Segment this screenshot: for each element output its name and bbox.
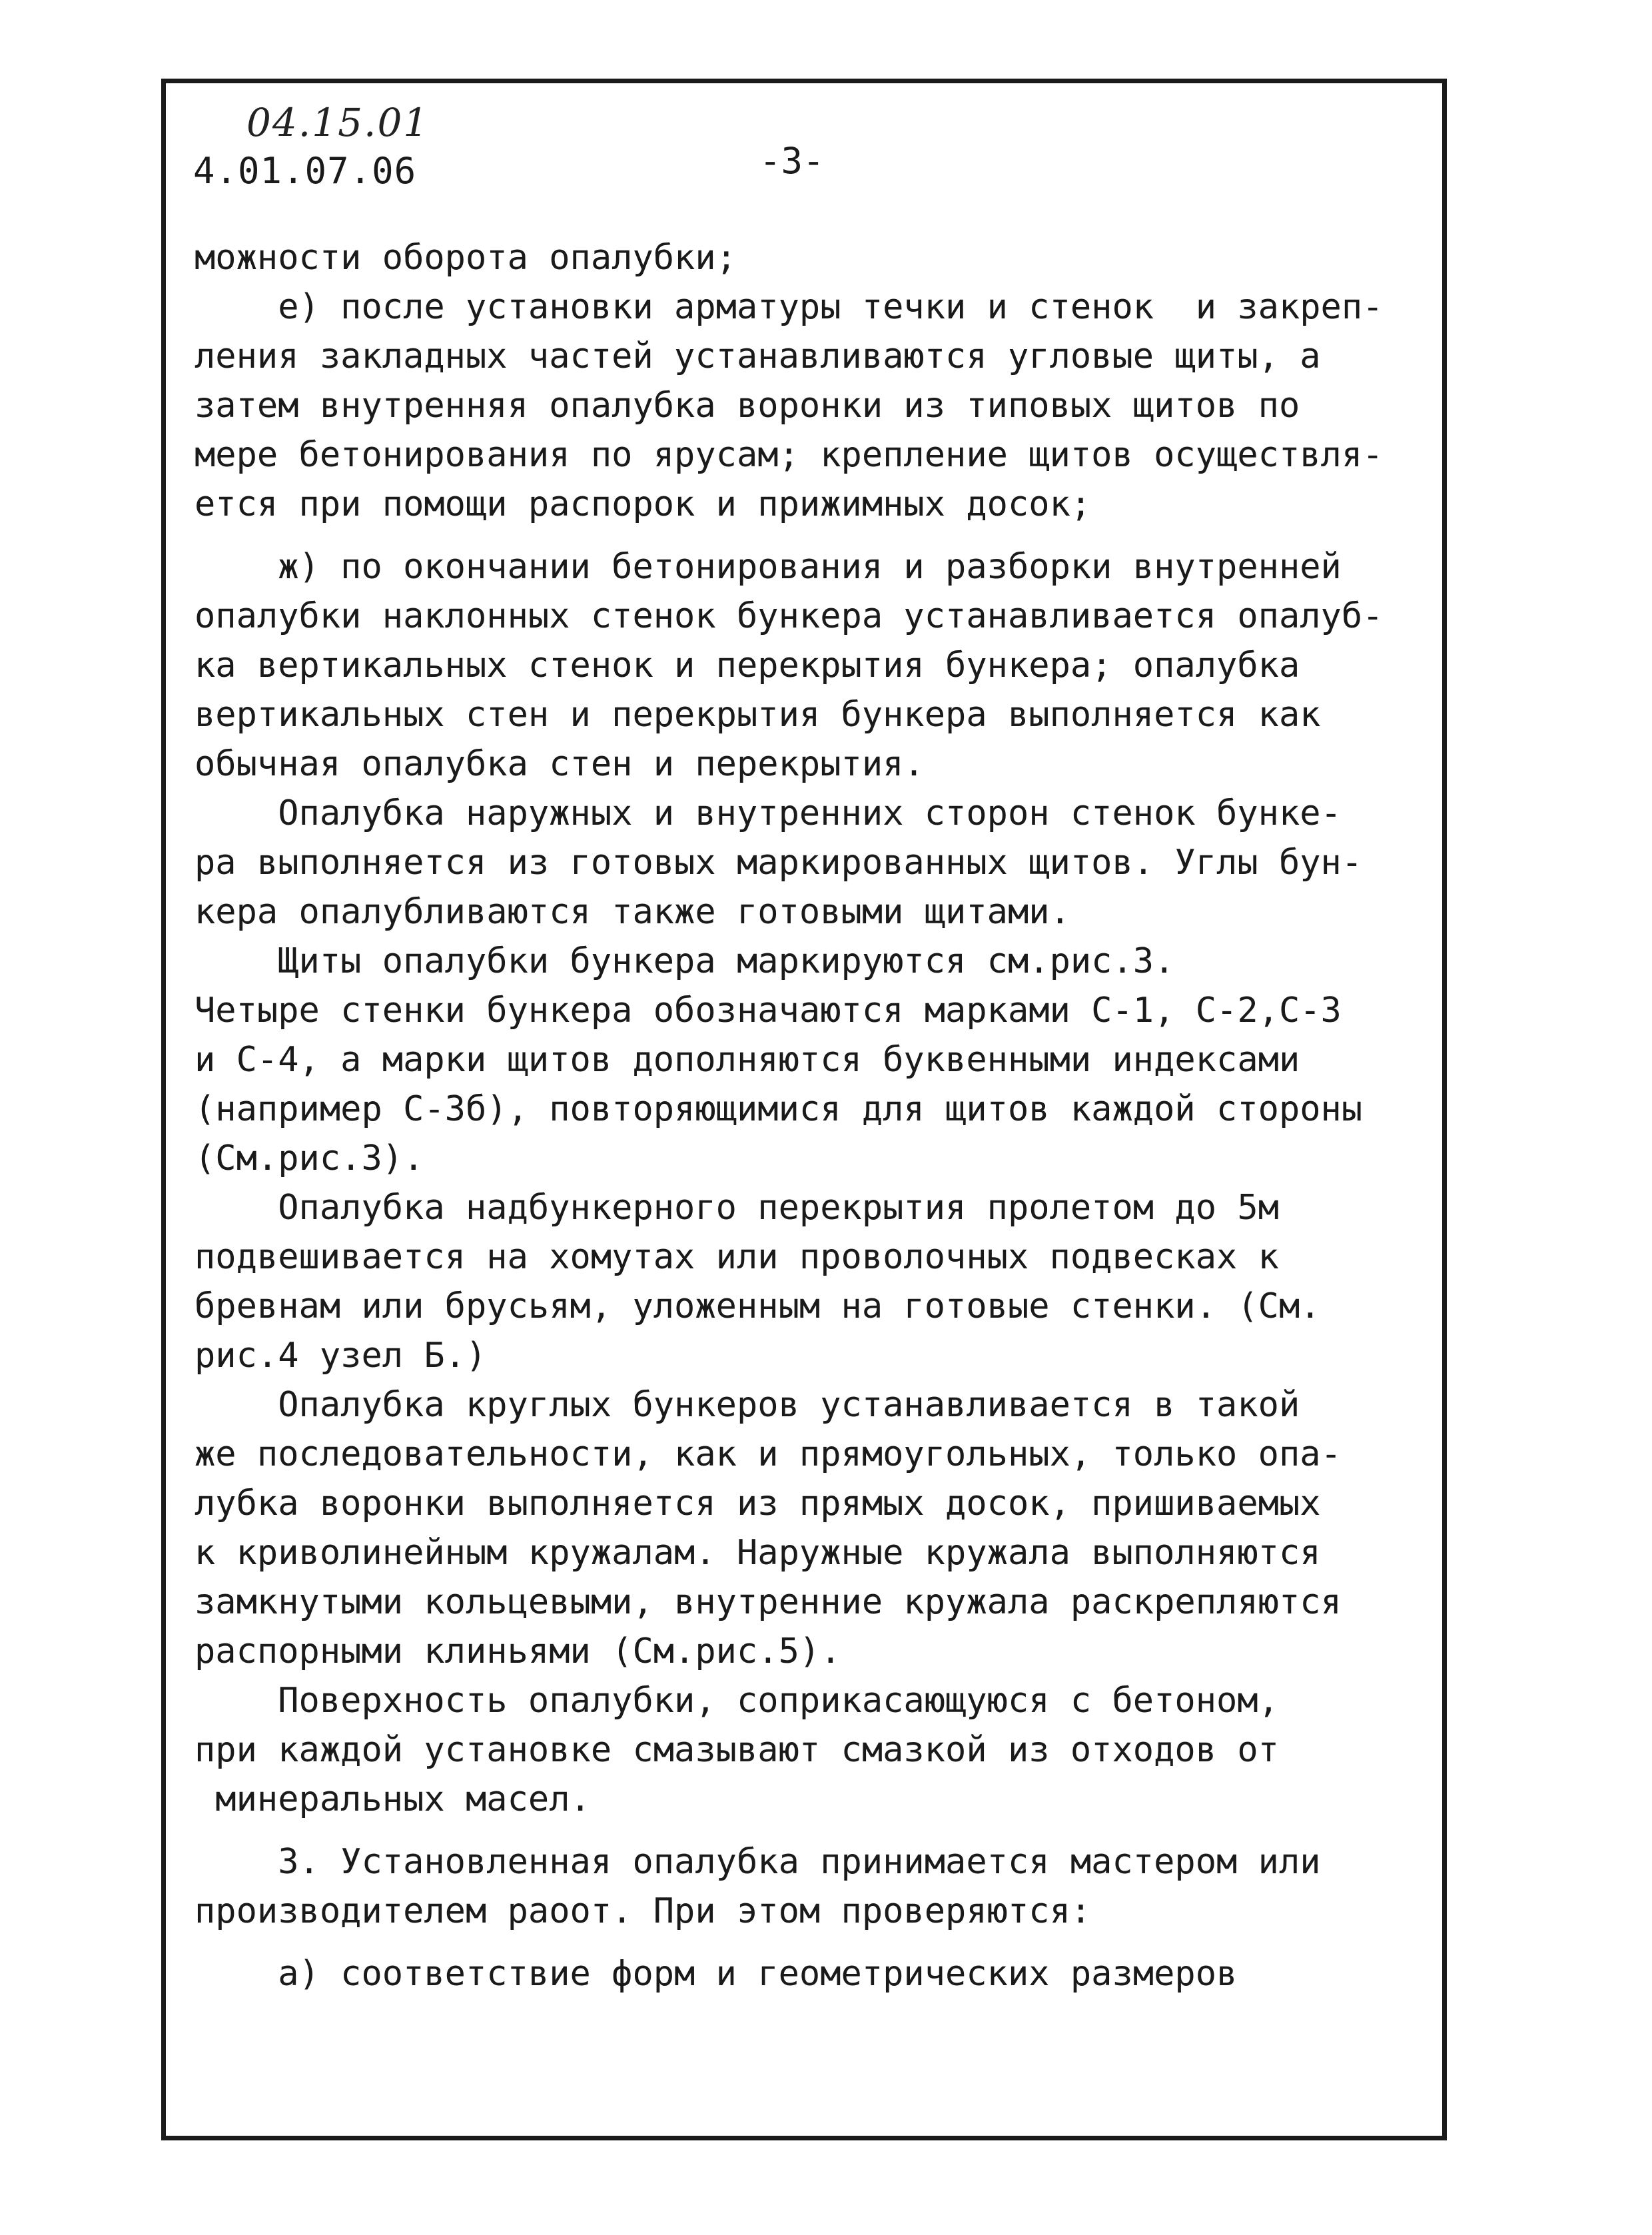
text-line: и С-4, а марки щитов дополняются буквенными индексами — [195, 1040, 1300, 1080]
page-number: -3- — [759, 140, 825, 182]
text-line: е) после установки арматуры течки и стенок и закреп- — [195, 287, 1384, 327]
text-line: Поверхность опалубки, соприкасающуюся с бетоном, — [195, 1681, 1279, 1721]
text-line: рис.4 узел Б.) — [195, 1336, 487, 1376]
text-line: производителем раоот. При этом проверяются: — [195, 1891, 1092, 1931]
text-line: Четыре стенки бункера обозначаются марками С-1, С-2,С-3 — [195, 991, 1342, 1031]
text-line: опалубки наклонных стенок бункера устанавливается опалуб- — [195, 596, 1384, 636]
text-line: ра выполняется из готовых маркированных щитов. Углы бун- — [195, 843, 1363, 883]
text-line: вертикальных стен и перекрытия бункера выполняется как — [195, 695, 1321, 735]
paragraph-gap — [195, 1824, 1440, 1837]
text-line: Опалубка круглых бункеров устанавливается в такой — [195, 1385, 1300, 1425]
text-line: а) соответствие форм и геометрических размеров — [195, 1954, 1238, 1994]
text-line: обычная опалубка стен и перекрытия. — [195, 744, 925, 784]
text-line: кера опалубливаются также готовыми щитами. — [195, 892, 1070, 932]
paragraph-gap — [195, 529, 1440, 542]
paragraph-gap — [195, 1936, 1440, 1949]
text-line: Опалубка наружных и внутренних сторон стенок бунке- — [195, 793, 1342, 833]
text-line: мере бетонирования по ярусам; крепление щитов осуществля- — [195, 435, 1384, 475]
text-line: при каждой установке смазывают смазкой из отходов от — [195, 1730, 1279, 1770]
text-line: ж) по окончании бетонирования и разборки внутренней — [195, 547, 1342, 587]
text-line: минеральных масел. — [195, 1779, 591, 1819]
text-line: к криволинейным кружалам. Наружные кружала выполняются — [195, 1533, 1321, 1573]
text-line: 3. Установленная опалубка принимается мастером или — [195, 1842, 1321, 1882]
text-line: ется при помощи распорок и прижимных досок; — [195, 484, 1092, 524]
text-line: ка вертикальных стенок и перекрытия бункера; опалубка — [195, 646, 1300, 685]
text-line: бревнам или брусьям, уложенным на готовые стенки. (См. — [195, 1286, 1321, 1326]
text-line: замкнутыми кольцевыми, внутренние кружала раскрепляются — [195, 1582, 1342, 1622]
document-number: 4.01.07.06 — [193, 150, 417, 192]
text-line: Щиты опалубки бункера маркируются см.рис.3. — [195, 941, 1175, 981]
text-line: Опалубка надбункерного перекрытия пролетом до 5м — [195, 1188, 1279, 1228]
text-line: лубка воронки выполняется из прямых досок, пришиваемых — [195, 1484, 1321, 1524]
document-body — [195, 233, 1440, 1999]
handwritten-code: 04.15.01 — [246, 100, 430, 145]
text-line: затем внутренняя опалубка воронки из типовых щитов по — [195, 386, 1300, 426]
text-line: (См.рис.3). — [195, 1138, 424, 1178]
text-line: ления закладных частей устанавливаются угловые щиты, а — [195, 336, 1321, 376]
text-line: можности оборота опалубки; — [195, 238, 737, 278]
text-line: же последовательности, как и прямоугольных, только опа- — [195, 1434, 1342, 1474]
text-line: подвешивается на хомутах или проволочных подвесках к — [195, 1237, 1279, 1277]
text-line: (например С-3б), повторяющимися для щитов каждой стороны — [195, 1089, 1363, 1129]
text-line: распорными клиньями (См.рис.5). — [195, 1631, 841, 1671]
